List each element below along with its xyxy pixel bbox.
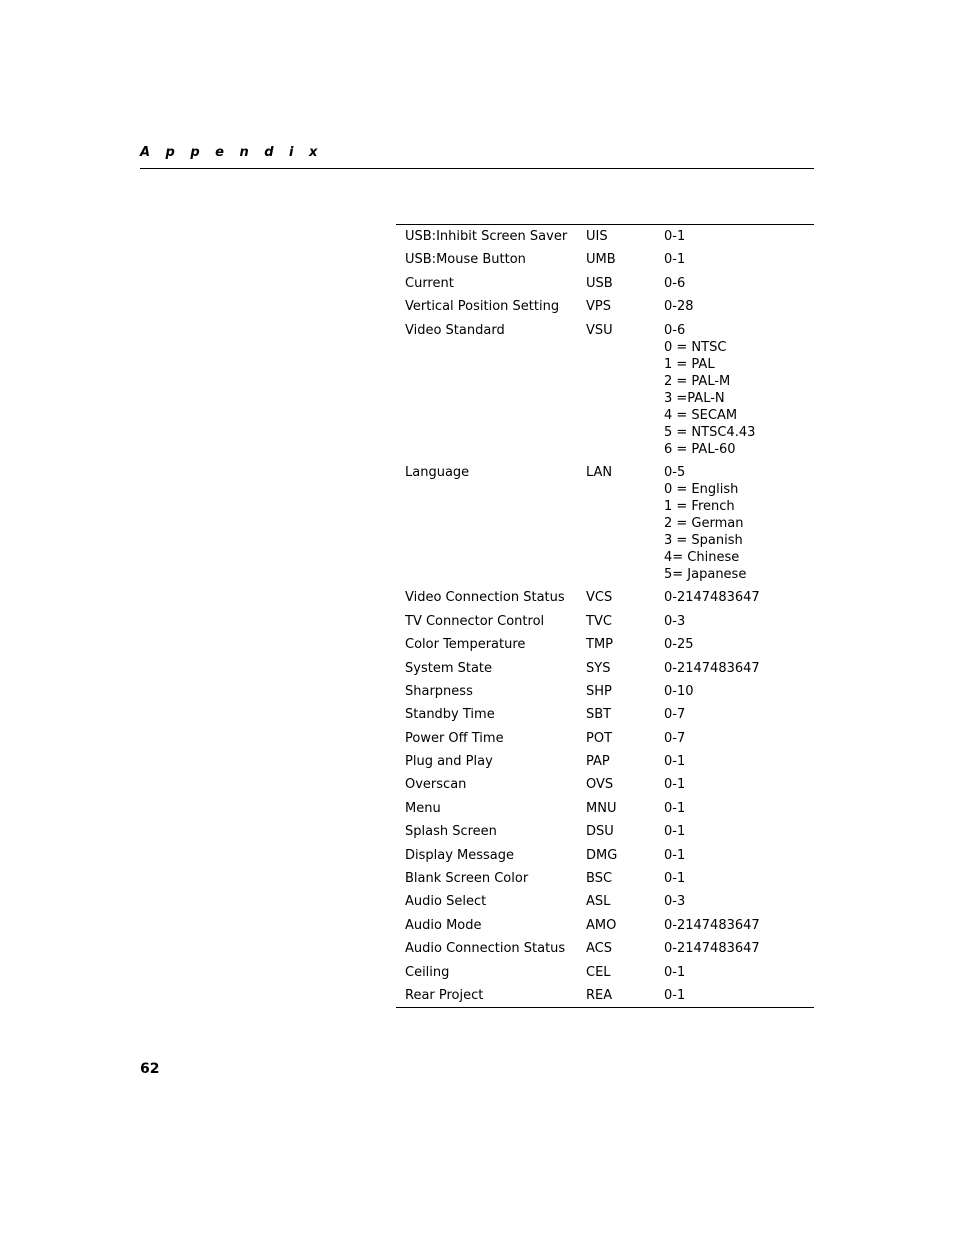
value-range-cell — [664, 680, 814, 703]
value-range-line: 0-1 — [664, 871, 686, 887]
command-code-cell: UMB — [586, 252, 616, 268]
table-row — [396, 937, 814, 960]
command-code-cell: VCS — [586, 590, 613, 606]
setting-name-cell: Audio Mode — [405, 917, 482, 933]
table-row — [396, 248, 814, 271]
table-row — [396, 914, 814, 937]
setting-name-cell: Splash Screen — [405, 824, 497, 840]
table-row — [396, 610, 814, 633]
value-range-line: 0-2147483647 — [664, 941, 760, 957]
table-row — [396, 225, 814, 248]
command-code-cell: DMG — [586, 847, 618, 863]
value-range-cell — [664, 272, 814, 295]
setting-name-cell: Power Off Time — [405, 730, 504, 746]
value-range-cell — [664, 937, 814, 960]
value-range-cell — [664, 914, 814, 937]
command-code-cell: ASL — [586, 894, 611, 910]
command-code-cell: DSU — [586, 824, 614, 840]
setting-name-cell: Sharpness — [405, 683, 473, 699]
value-range-line: 0 = NTSC — [664, 339, 727, 355]
command-code-cell: MNU — [586, 800, 617, 816]
value-range-line: 0-1 — [664, 229, 686, 244]
value-range-cell — [664, 248, 814, 271]
setting-name-cell: Standby Time — [405, 707, 495, 723]
table-row — [396, 633, 814, 656]
table-row — [396, 984, 814, 1007]
setting-name-cell: Overscan — [405, 777, 467, 793]
value-range-cell — [664, 633, 814, 656]
value-range-cell — [664, 727, 814, 750]
setting-name-cell: Plug and Play — [405, 754, 493, 770]
table-row — [396, 961, 814, 984]
table-row — [396, 657, 814, 680]
value-range-cell — [664, 225, 814, 248]
value-range-line: 0-5 — [664, 464, 686, 480]
command-code-cell: TVC — [586, 613, 612, 629]
value-range-line: 4= Chinese — [664, 549, 740, 565]
value-range-line: 6 = PAL-60 — [664, 441, 736, 457]
page-header-title: Appendix — [140, 145, 333, 160]
table-row — [396, 703, 814, 726]
value-range-line: 0-1 — [664, 987, 686, 1003]
table-row — [396, 319, 814, 461]
value-range-line: 0-28 — [664, 299, 694, 315]
value-range-cell — [664, 773, 814, 796]
value-range-line: 0-1 — [664, 252, 686, 268]
value-range-line: 0-2147483647 — [664, 590, 760, 606]
value-range-line: 2 = PAL-M — [664, 373, 731, 389]
value-range-line: 0-1 — [664, 800, 686, 816]
table-row — [396, 727, 814, 750]
value-range-line: 0-1 — [664, 847, 686, 863]
setting-name-cell: Video Standard — [405, 322, 505, 338]
table-row — [396, 750, 814, 773]
value-range-line: 0-7 — [664, 707, 686, 723]
table-row — [396, 586, 814, 609]
setting-name-cell: TV Connector Control — [405, 613, 545, 629]
value-range-line: 0-1 — [664, 754, 686, 770]
command-code-cell: VSU — [586, 322, 613, 338]
table-row — [396, 820, 814, 843]
value-range-line: 0-25 — [664, 637, 694, 653]
setting-name-cell: Vertical Position Setting — [405, 299, 560, 315]
value-range-line: 0-2147483647 — [664, 917, 760, 933]
command-code-cell: SBT — [586, 707, 612, 723]
value-range-line: 0-1 — [664, 777, 686, 793]
setting-name-cell: Audio Connection Status — [405, 941, 566, 957]
setting-name-cell: Rear Project — [405, 987, 484, 1003]
value-range-cell — [664, 867, 814, 890]
value-range-cell — [664, 820, 814, 843]
value-range-line: 0-7 — [664, 730, 686, 746]
command-table-body — [396, 225, 814, 1007]
value-range-line: 3 = Spanish — [664, 532, 743, 548]
value-range-line: 0-6 — [664, 322, 686, 338]
value-range-line: 0-6 — [664, 275, 686, 291]
setting-name-cell: USB:Inhibit Screen Saver — [405, 229, 568, 244]
value-range-cell — [664, 610, 814, 633]
table-row — [396, 890, 814, 913]
table-row — [396, 867, 814, 890]
command-code-cell: REA — [586, 987, 613, 1003]
value-range-line: 5 = NTSC4.43 — [664, 424, 756, 440]
setting-name-cell: Color Temperature — [405, 637, 526, 653]
setting-name-cell: Blank Screen Color — [405, 871, 529, 887]
setting-name-cell: Language — [405, 464, 470, 480]
value-range-line: 3 =PAL-N — [664, 390, 725, 406]
value-range-line: 2 = German — [664, 515, 744, 531]
command-table — [396, 225, 814, 1007]
value-range-line: 5= Japanese — [664, 566, 747, 582]
page-number: 62 — [140, 1061, 160, 1077]
table-row — [396, 680, 814, 703]
value-range-line: 1 = PAL — [664, 356, 715, 372]
table-row — [396, 844, 814, 867]
command-code-cell: AMO — [586, 917, 617, 933]
value-range-cell — [664, 750, 814, 773]
value-range-line: 4 = SECAM — [664, 407, 738, 423]
setting-name-cell: Current — [405, 275, 454, 291]
table-row — [396, 461, 814, 586]
setting-name-cell: USB:Mouse Button — [405, 252, 526, 268]
setting-name-cell: Audio Select — [405, 894, 487, 910]
value-range-cell — [664, 797, 814, 820]
value-range-cell — [664, 586, 814, 609]
setting-name-cell: Menu — [405, 800, 441, 816]
table-row — [396, 797, 814, 820]
command-code-cell: OVS — [586, 777, 614, 793]
value-range-line: 0-3 — [664, 613, 686, 629]
command-code-cell: LAN — [586, 464, 613, 480]
value-range-line: 0-3 — [664, 894, 686, 910]
table-row — [396, 272, 814, 295]
setting-name-cell: Display Message — [405, 847, 515, 863]
command-code-cell: VPS — [586, 299, 611, 315]
value-range-line: 1 = French — [664, 498, 735, 514]
value-range-cell — [664, 984, 814, 1007]
table-row — [396, 295, 814, 318]
value-range-cell — [664, 295, 814, 318]
value-range-line: 0 = English — [664, 481, 739, 497]
command-code-cell: ACS — [586, 941, 612, 957]
setting-name-cell: Ceiling — [405, 964, 450, 980]
value-range-cell — [664, 890, 814, 913]
command-code-cell: UIS — [586, 229, 608, 244]
value-range-line: 0-2147483647 — [664, 660, 760, 676]
command-table-container — [396, 224, 814, 1008]
value-range-cell — [664, 703, 814, 726]
setting-name-cell: System State — [405, 660, 493, 676]
command-code-cell: SYS — [586, 660, 611, 676]
value-range-line: 0-1 — [664, 824, 686, 840]
command-code-cell: PAP — [586, 754, 610, 770]
value-range-cell — [664, 844, 814, 867]
value-range-cell — [664, 461, 814, 586]
header-divider — [140, 168, 814, 169]
command-code-cell: CEL — [586, 964, 611, 980]
value-range-cell — [664, 961, 814, 984]
command-code-cell: TMP — [586, 637, 613, 653]
value-range-cell — [664, 657, 814, 680]
command-code-cell: USB — [586, 275, 613, 291]
value-range-cell — [664, 319, 814, 461]
value-range-line: 0-10 — [664, 683, 694, 699]
table-row — [396, 773, 814, 796]
command-code-cell: SHP — [586, 683, 612, 699]
value-range-line: 0-1 — [664, 964, 686, 980]
command-code-cell: POT — [586, 730, 613, 746]
command-code-cell: BSC — [586, 871, 613, 887]
setting-name-cell: Video Connection Status — [405, 590, 565, 606]
